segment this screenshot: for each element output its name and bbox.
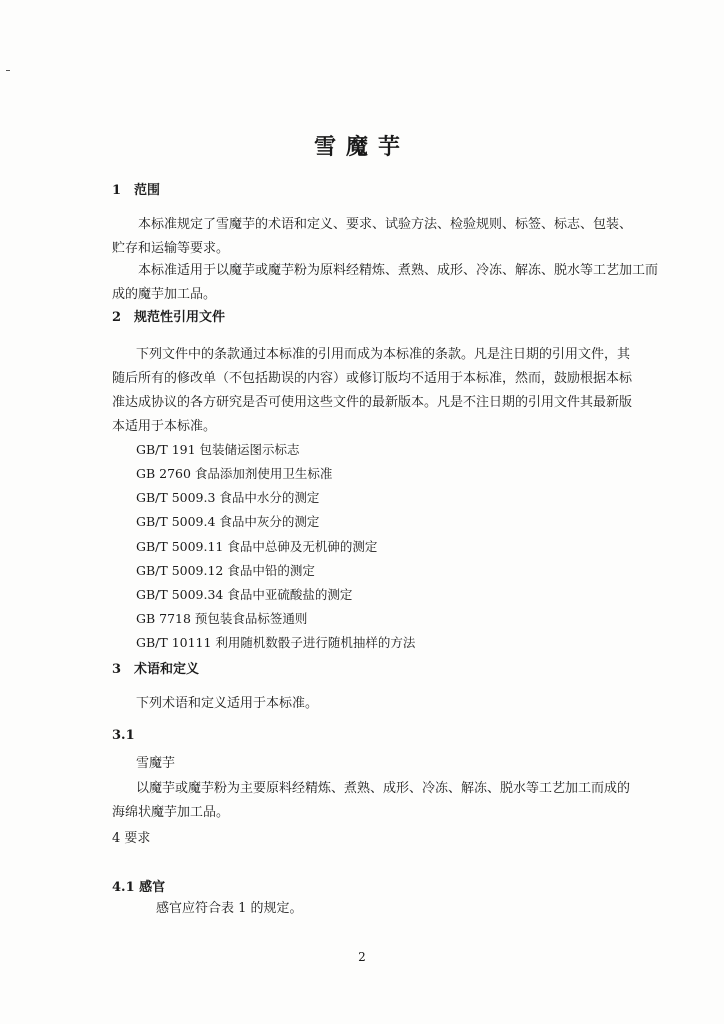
standard-ref: GB 2760 食品添加剂使用卫生标准 <box>136 466 333 481</box>
sensory-requirement-text: 感官应符合表 1 的规定。 <box>156 901 303 916</box>
page-number: 2 <box>358 950 366 964</box>
scope-line-3: 本标准适用于以魔芋或魔芋粉为原料经精炼、煮熟、成形、冷冻、解冻、脱水等工艺加工而 <box>138 263 659 278</box>
refs-line-1: 下列文件中的条款通过本标准的引用而成为本标准的条款。凡是注日期的引用文件，其 <box>136 347 631 362</box>
standard-ref: GB/T 5009.11 食品中总砷及无机砷的测定 <box>136 539 378 554</box>
scan-mark <box>6 70 10 71</box>
term-definition-line-1: 以魔芋或魔芋粉为主要原料经精炼、煮熟、成形、冷冻、解冻、脱水等工艺加工而成的 <box>136 781 631 796</box>
standard-ref: GB/T 10111 利用随机数骰子进行随机抽样的方法 <box>136 635 416 650</box>
subsection-heading-sensory: 4.1 感官 <box>112 880 166 895</box>
subsection-number-3-1: 3.1 <box>112 728 135 743</box>
refs-line-3: 准达成协议的各方研究是否可使用这些文件的最新版本。凡是不注日期的引用文件其最新版 <box>112 395 633 410</box>
section-heading-scope: 1 范围 <box>112 183 161 198</box>
standard-ref: GB/T 5009.12 食品中铅的测定 <box>136 563 315 578</box>
scope-line-2: 贮存和运输等要求。 <box>112 241 230 256</box>
refs-line-4: 本适用于本标准。 <box>112 419 217 434</box>
refs-line-2: 随后所有的修改单（不包括勘误的内容）或修订版均不适用于本标准，然而，鼓励根据本标 <box>112 371 633 386</box>
standard-ref: GB 7718 预包装食品标签通则 <box>136 611 308 626</box>
standard-ref: GB/T 5009.3 食品中水分的测定 <box>136 490 320 505</box>
term-name: 雪魔芋 <box>136 756 176 771</box>
document-title: 雪魔芋 <box>313 134 410 160</box>
section-heading-terms: 3 术语和定义 <box>112 662 200 677</box>
terms-intro: 下列术语和定义适用于本标准。 <box>136 696 319 711</box>
section-heading-normative-refs: 2 规范性引用文件 <box>112 310 226 325</box>
scope-line-4: 成的魔芋加工品。 <box>112 287 217 302</box>
standard-ref: GB/T 5009.34 食品中亚硫酸盐的测定 <box>136 587 353 602</box>
standard-ref: GB/T 5009.4 食品中灰分的测定 <box>136 514 320 529</box>
term-definition-line-2: 海绵状魔芋加工品。 <box>112 805 230 820</box>
scope-line-1: 本标准规定了雪魔芋的术语和定义、要求、试验方法、检验规则、标签、标志、包装、 <box>138 217 633 232</box>
section-heading-requirements: 4 要求 <box>112 831 151 846</box>
standard-ref: GB/T 191 包装储运图示标志 <box>136 442 300 457</box>
